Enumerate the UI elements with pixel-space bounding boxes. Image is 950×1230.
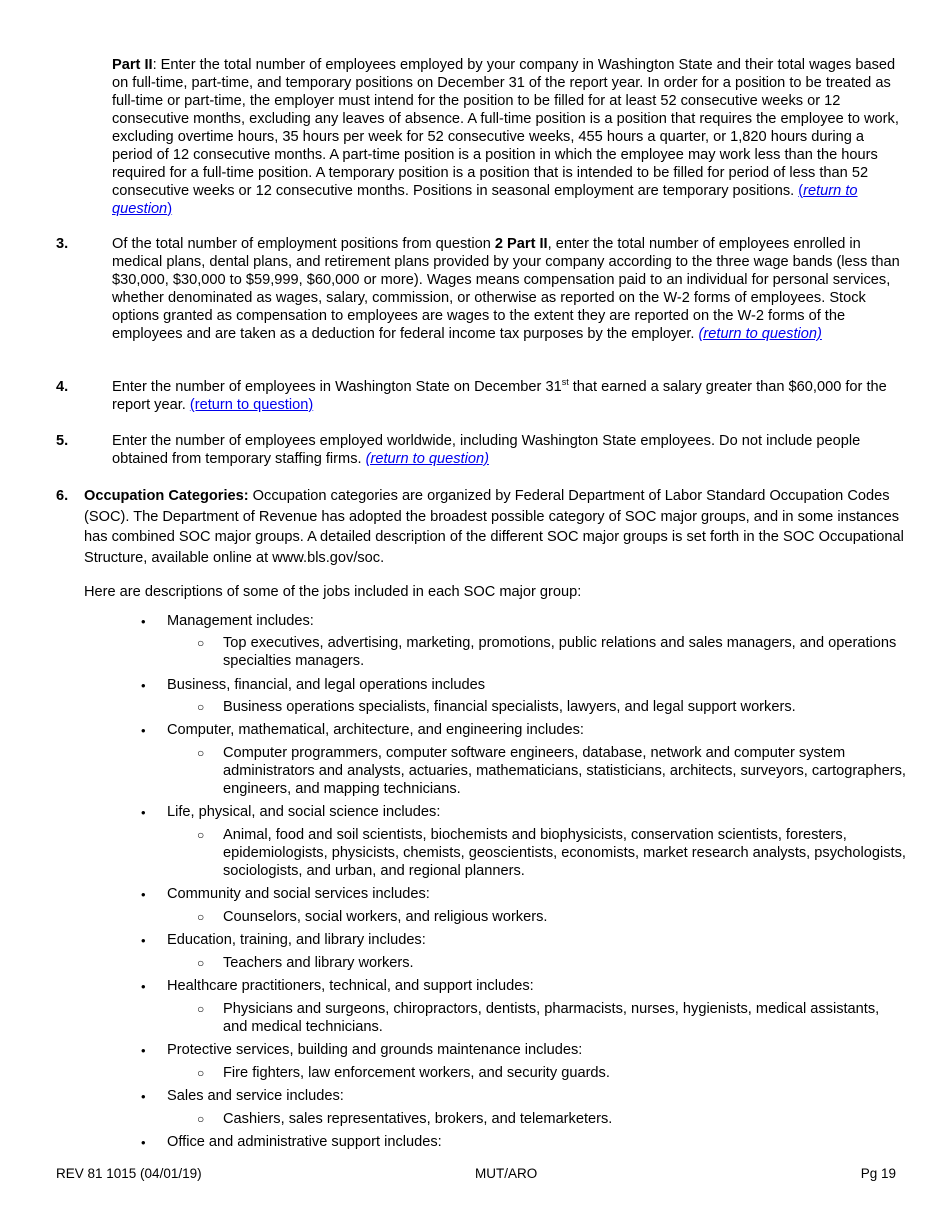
q5-number: 5. [56, 433, 69, 449]
group-label: Community and social services includes: [167, 886, 430, 902]
group-label: Education, training, and library includes: [167, 932, 426, 948]
group-label: Sales and service includes: [167, 1088, 344, 1104]
bullet: • [141, 933, 146, 948]
group-detail: Animal, food and soil scientists, biochemists and biophysicists, conservation scientists, foresters, epidemiologists, physicists, chemists, geoscientists, economists, market research analysts, psychologists, sociologists, and urban, and regional planners. [223, 827, 906, 879]
q3-return-link[interactable]: (return to question) [698, 326, 822, 342]
bullet: • [141, 723, 146, 738]
q6-number: 6. [56, 488, 69, 504]
part2-label: Part II [112, 57, 153, 73]
group-detail: Fire fighters, law enforcement workers, and security guards. [223, 1065, 610, 1081]
bullet: • [141, 887, 146, 902]
group-detail: Computer programmers, computer software engineers, database, network and computer system administrators and analysts, actuaries, mathematicians, statisticians, architects, surveyors, cartographers, engineers, and mapping technicians. [223, 745, 906, 797]
bullet: • [141, 1135, 146, 1150]
sub-bullet: ○ [197, 956, 205, 970]
part2-text: : Enter the total number of employees employed by your company in Washington State and their total wages based on full-time, part-time, and temporary positions on December 31 of the report year. In order for a position to be treated as full-time or part-time, the employer must intend for the position to be filled for at least 52 consecutive weeks or 12 consecutive months, excluding any leaves of absence. A full-time position is a position that requires the employee to work, excluding overtime hours, 35 hours per week for 52 consecutive weeks, 455 hours a quarter, or 1,820 hours during a period of 12 consecutive months. A part-time position is a position in which the employee may work less than the hours required for a full-time position. A temporary position is a position that is intended to be filled for period of less than 52 consecutive weeks or 12 consecutive months. Positions in seasonal employment are temporary positions. [112, 57, 899, 199]
group-label: Healthcare practitioners, technical, and support includes: [167, 978, 534, 994]
group-label: Office and administrative support includes: [167, 1134, 442, 1150]
sub-bullet: ○ [197, 910, 205, 924]
q4-number: 4. [56, 379, 69, 395]
q6-paragraph: Occupation Categories: Occupation categories are organized by Federal Department of Labor Standard Occupation Codes (SOC). The Department of Revenue has adopted the broadest possible category of SOC major groups, and in some instances has combined SOC major groups. A detailed description of the different SOC major groups is set forth in the SOC Occupational Structure, available online at www.bls.gov/soc. [84, 488, 904, 566]
sub-bullet: ○ [197, 1066, 205, 1080]
q5-paragraph: Enter the number of employees employed worldwide, including Washington State employees. Do not include people obtained from temporary staffing firms. (return to question) [112, 433, 861, 467]
footer-center: MUT/ARO [475, 1166, 538, 1181]
q6-intro: Here are descriptions of some of the jobs included in each SOC major group: [84, 584, 582, 600]
q5-return-link[interactable]: (return to question) [365, 451, 489, 467]
part2-return-link[interactable]: (return to question) [112, 183, 858, 217]
bullet: • [141, 1089, 146, 1104]
bullet: • [141, 979, 146, 994]
sub-bullet: ○ [197, 700, 205, 714]
bullet: • [141, 678, 146, 693]
sub-bullet: ○ [197, 636, 205, 650]
part2-paragraph [112, 56, 904, 218]
q4-return-link[interactable]: (return to question) [189, 397, 314, 413]
group-detail: Teachers and library workers. [223, 955, 414, 971]
group-detail: Cashiers, sales representatives, brokers, and telemarketers. [223, 1111, 613, 1127]
bullet: • [141, 805, 146, 820]
q3-paragraph: Of the total number of employment positions from question 2 Part II, enter the total number of employees enrolled in medical plans, dental plans, and retirement plans provided by your company according to the three wage bands (less than $30,000, $30,000 to $59,999, $60,000 or more). Wages means compensation paid to an individual for personal services, whether denominated as wages, salary, commission, or otherwise as reported on the W-2 forms of employees. Stock options granted as compensation to employees are wages to the extent they are reported on the W-2 forms of the employees and are taken as a deduction for federal income tax purposes by the employer. (return to question) [112, 236, 900, 342]
sub-bullet: ○ [197, 1112, 205, 1126]
group-label: Management includes: [167, 613, 314, 629]
sub-bullet: ○ [197, 1002, 205, 1016]
group-label: Business, financial, and legal operations includes [167, 677, 486, 693]
group-label: Computer, mathematical, architecture, and engineering includes: [167, 722, 584, 738]
q3-bold-ref: 2 Part II [494, 236, 548, 252]
q6-title: Occupation Categories: [84, 488, 249, 504]
group-detail: Counselors, social workers, and religious workers. [223, 909, 548, 925]
sub-bullet: ○ [197, 746, 205, 760]
group-label: Protective services, building and grounds maintenance includes: [167, 1042, 583, 1058]
q3-number: 3. [56, 236, 69, 252]
sub-bullet: ○ [197, 828, 205, 842]
footer-page-number: Pg 19 [860, 1166, 896, 1181]
group-detail: Top executives, advertising, marketing, promotions, public relations and sales managers, and operations specialties managers. [223, 635, 897, 669]
bullet: • [141, 1043, 146, 1058]
footer-form-id: REV 81 1015 (04/01/19) [56, 1166, 202, 1181]
q4-paragraph: Enter the number of employees in Washington State on December 31st that earned a salary greater than $60,000 for the report year. (return to question) [112, 377, 887, 413]
bullet: • [141, 614, 146, 629]
group-detail: Physicians and surgeons, chiropractors, dentists, pharmacists, nurses, hygienists, medical assistants, and medical technicians. [223, 1001, 880, 1035]
group-label: Life, physical, and social science includes: [167, 804, 441, 820]
group-detail: Business operations specialists, financial specialists, lawyers, and legal support workers. [223, 699, 796, 715]
